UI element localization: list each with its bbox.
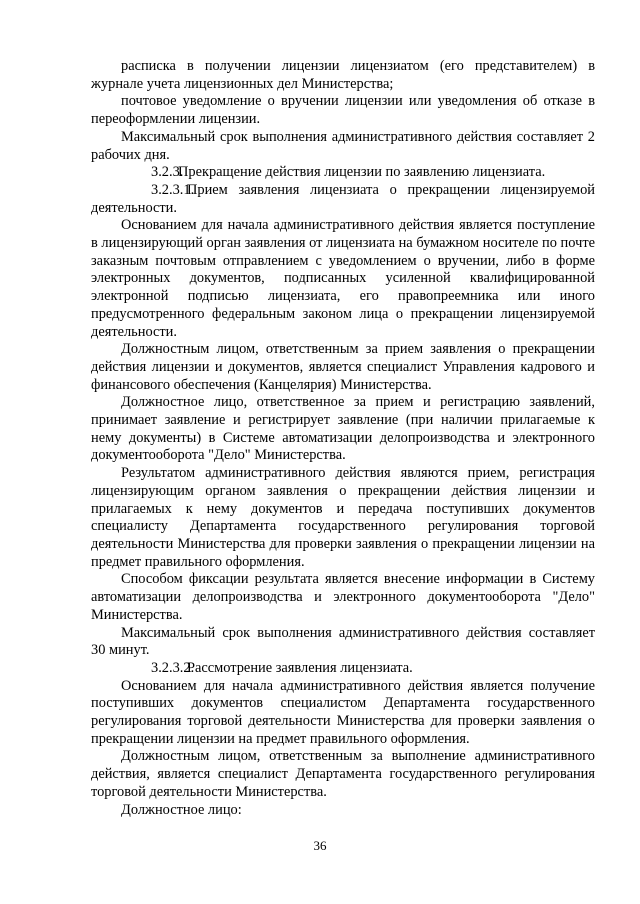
paragraph-postal-notice: почтовое уведомление о вручении лицензии или уведомления об отказе в переоформлении лицензии. <box>91 93 595 128</box>
paragraph-grounds-receipt: Основанием для начала административного действия является поступление в лицензирующий орган заявления от лицензиата на бумажном носителе по почте заказным почтовым отправлением с уведомлением о вручении, либо в форме электронных документов, подписанных усиленной квалифицированной электронной подписью лицензиата, его правопреемника или иного предусмотренного федеральным законом лица о прекращении лицензируемой деятельности. <box>91 217 595 340</box>
page-number: 36 <box>313 838 327 853</box>
section-number: 3.2.3. <box>151 164 184 181</box>
paragraph-result: Результатом административного действия являются прием, регистрация лицензирующим органом заявления о прекращении действия лицензии и прилагаемых к нему документов и передача поступивших документов специалисту Департамента государственного регулирования торговой деятельности Министерства для проверки заявления о прекращении лицензии на предмет правильного оформления. <box>91 465 595 570</box>
section-title: Прекращение действия лицензии по заявлению лицензиата. <box>178 164 546 181</box>
section-number: 3.2.3.1. <box>151 181 195 198</box>
section-heading-3-2-3-2 <box>91 660 595 678</box>
section-title: Рассмотрение заявления лицензиата. <box>187 659 413 676</box>
paragraph-max-term-30-min: Максимальный срок выполнения административного действия составляет 30 минут. <box>91 624 595 659</box>
paragraph-fixation-method: Способом фиксации результата является внесение информации в Систему автоматизации делопроизводства и электронного документооборота "Дело" Министерства. <box>91 571 595 623</box>
paragraph-receipt: расписка в получении лицензии лицензиатом (его представителем) в журнале учета лицензионных дел Министерства; <box>91 58 595 92</box>
paragraph-responsible-official: Должностным лицом, ответственным за прием заявления о прекращении действия лицензии и документов, является специалист Управления кадрового и финансового обеспечения (Канцелярия) Министерства. <box>91 341 595 393</box>
paragraph-grounds-review: Основанием для начала административного действия является получение поступивших документов специалистом Департамента государственного регулирования торговой деятельности Министерства для проверки заявления о прекращении лицензии на предмет правильного оформления. <box>91 677 595 747</box>
document-page <box>91 58 595 819</box>
paragraph-registration: Должностное лицо, ответственное за прием и регистрацию заявлений, принимает заявление и регистрирует заявление (при наличии прилагаемые к нему документы) в Системе автоматизации делопроизводства и электронного документооборота "Дело" Министерства. <box>91 394 595 464</box>
section-number: 3.2.3.2. <box>151 659 195 676</box>
section-title: Прием заявления лицензиата о прекращении лицензируемой деятельности. <box>91 181 595 216</box>
paragraph-responsible-specialist: Должностным лицом, ответственным за выполнение административного действия, является специалист Департамента государственного регулирования торговой деятельности Министерства. <box>91 748 595 800</box>
section-heading-3-2-3 <box>91 164 595 182</box>
section-heading-3-2-3-1 <box>91 182 595 217</box>
paragraph-max-term-2-days: Максимальный срок выполнения административного действия составляет 2 рабочих дня. <box>91 128 595 163</box>
paragraph-official-intro: Должностное лицо: <box>121 801 242 818</box>
